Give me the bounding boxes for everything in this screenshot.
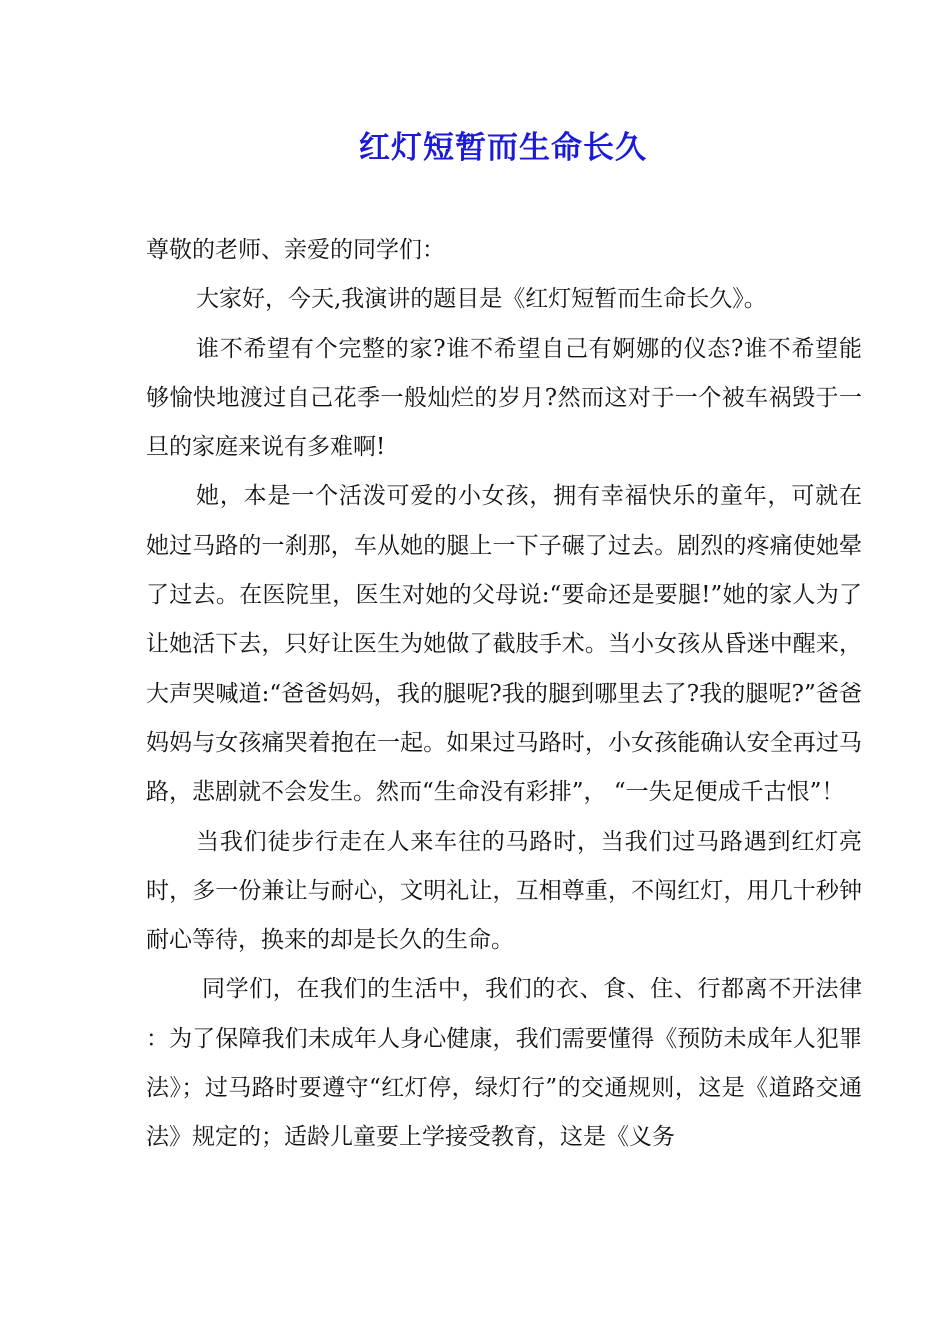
- paragraph-advice: 当我们徒步行走在人来车往的马路时，当我们过马路遇到红灯亮时，多一份兼让与耐心，文明礼让，互相尊重，不闯红灯，用几十秒钟耐心等待，换来的却是长久的生命。: [146, 828, 862, 954]
- document-title: 红灯短暂而生命长久: [359, 130, 647, 166]
- paragraph-story: 她，本是一个活泼可爱的小女孩，拥有幸福快乐的童年，可就在她过马路的一刹那，车从她的腿上一下子碾了过去。剧烈的疼痛使她晕了过去。在医院里，医生对她的父母说:“要命还是要腿!”她的家人为了让她活下去，只好让医生为她做了截肢手术。当小女孩从昏迷中醒来，大声哭喊道:“爸爸妈妈，我的腿呢?我的腿到哪里去了?我的腿呢?”爸爸妈妈与女孩痛哭着抱在一起。如果过马路时，小女孩能确认安全再过马路，悲剧就不会发生。然而“生命没有彩排”， “一失足便成千古恨”！: [146, 483, 862, 806]
- paragraph-questions: 谁不希望有个完整的家?谁不希望自己有婀娜的仪态?谁不希望能够愉快地渡过自己花季一般灿烂的岁月?然而这对于一个被车祸毁于一旦的家庭来说有多难啊!: [146, 335, 862, 461]
- paragraph-law: 同学们，在我们的生活中，我们的衣、食、住、行都离不开法律 ：为了保障我们未成年人身心健康，我们需要懂得《预防未成年人犯罪法》；过马路时要遵守“红灯停，绿灯行”的交通规则，这是《道路交通法》规定的；适龄儿童要上学接受教育，这是《义务: [146, 976, 862, 1151]
- document-body: [146, 226, 862, 1163]
- paragraph-intro: 大家好，今天,我演讲的题目是《红灯短暂而生命长久》。: [196, 286, 767, 313]
- salutation: 尊敬的老师、亲爱的同学们：: [146, 237, 445, 263]
